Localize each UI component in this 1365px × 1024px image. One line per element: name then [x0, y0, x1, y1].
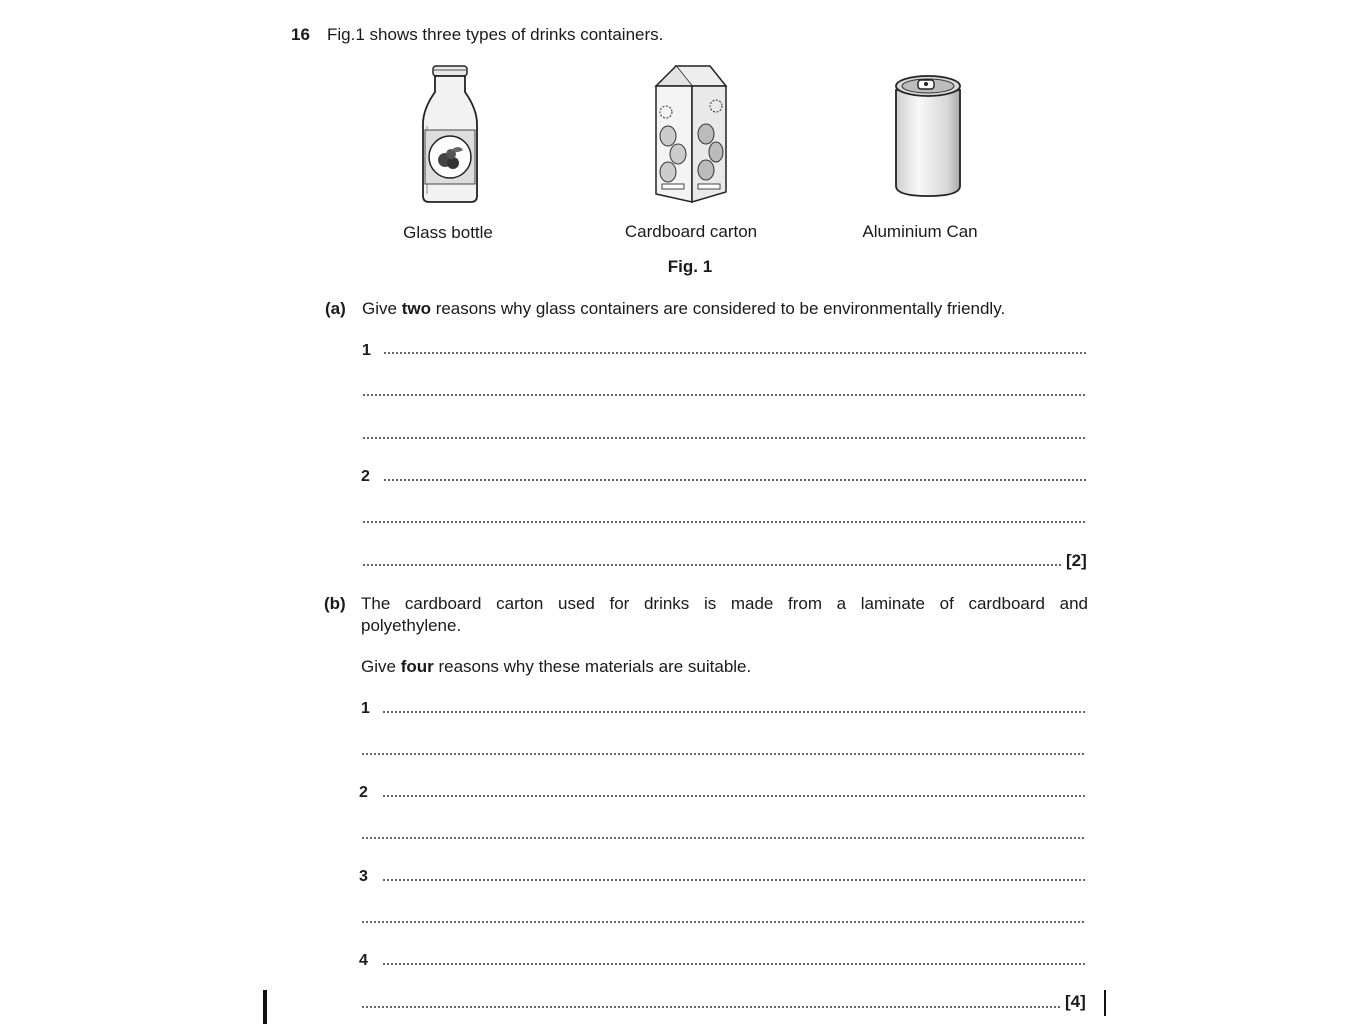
part-b-label: (b)	[324, 594, 346, 613]
part-b-answer-2-number: 2	[359, 784, 368, 801]
answer-line[interactable]	[361, 1006, 1061, 1008]
figure-title: Fig. 1	[667, 257, 713, 276]
part-a-question: Give two reasons why glass containers are considered to be environmentally friendly.	[362, 299, 1006, 318]
answer-line[interactable]	[383, 479, 1087, 481]
caption-cardboard-carton: Cardboard carton	[624, 222, 758, 241]
part-b-marks: [4]	[1065, 992, 1086, 1011]
question-intro: Fig.1 shows three types of drinks containers.	[327, 25, 664, 44]
answer-line[interactable]	[382, 795, 1086, 797]
answer-line[interactable]	[362, 521, 1087, 523]
answer-line[interactable]	[383, 352, 1087, 354]
part-b-answer-1-number: 1	[361, 700, 370, 717]
part-a-answer-1-number: 1	[362, 342, 371, 359]
part-a-marks: [2]	[1066, 551, 1087, 570]
part-b-answer-3-number: 3	[359, 868, 368, 885]
part-b-instruction: Give four reasons why these materials are suitable.	[361, 657, 752, 676]
caption-aluminium-can: Aluminium Can	[862, 222, 978, 241]
part-b-answer-4-number: 4	[359, 952, 368, 969]
part-b-text-line-2: polyethylene.	[361, 616, 462, 635]
part-a-label: (a)	[325, 299, 346, 318]
answer-line[interactable]	[362, 437, 1087, 439]
answer-line[interactable]	[382, 879, 1086, 881]
answer-line[interactable]	[362, 394, 1087, 396]
cardboard-carton-icon	[650, 64, 732, 206]
answer-line[interactable]	[382, 963, 1086, 965]
margin-bar-left	[263, 990, 267, 1024]
question-number: 16	[291, 25, 310, 44]
glass-bottle-icon	[415, 64, 485, 206]
answer-line[interactable]	[361, 837, 1086, 839]
caption-glass-bottle: Glass bottle	[403, 223, 493, 242]
part-a-answer-2-number: 2	[361, 468, 370, 485]
answer-line[interactable]	[361, 921, 1086, 923]
aluminium-can-icon	[892, 72, 964, 200]
answer-line[interactable]	[362, 564, 1062, 566]
part-b-text-line-1: The cardboard carton used for drinks is made from a laminate of cardboard and	[361, 594, 1088, 613]
answer-line[interactable]	[361, 753, 1086, 755]
answer-line[interactable]	[382, 711, 1086, 713]
margin-bar-right	[1104, 990, 1106, 1016]
